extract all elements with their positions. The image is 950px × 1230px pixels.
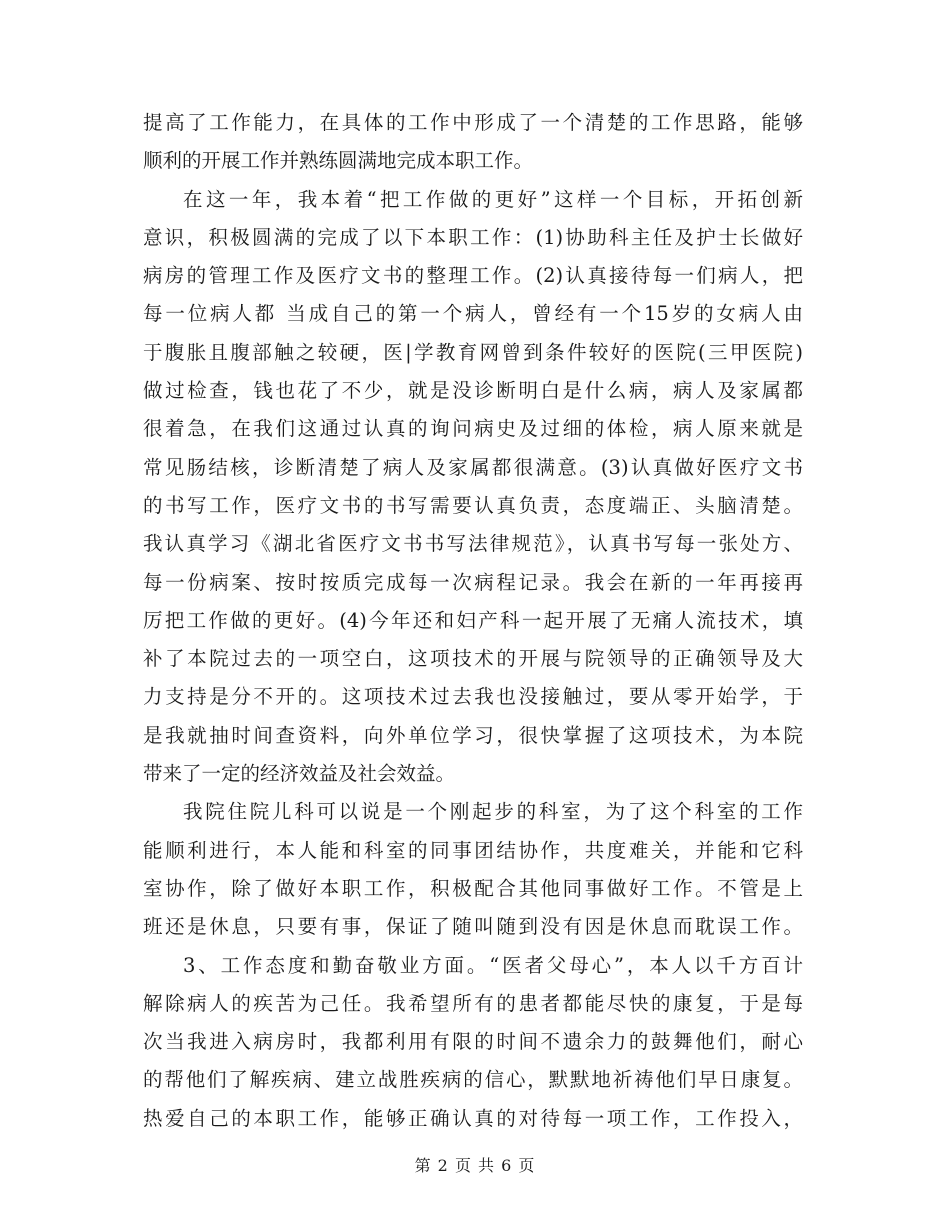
text-line-content: 班还是休息，只要有事，保证了随叫随到没有因是休息而耽误工作。 — [143, 915, 803, 939]
text-line-content: 的帮他们了解疾病、建立战胜疾病的信心，默默地祈祷他们早日康复。 — [143, 1068, 803, 1092]
text-line-content: 热爱自己的本职工作，能够正确认真的对待每一项工作，工作投入， — [143, 1106, 803, 1130]
document-body — [143, 104, 803, 1138]
text-line — [143, 1100, 803, 1138]
text-line — [143, 947, 803, 985]
text-line — [143, 1023, 803, 1061]
text-line — [143, 564, 803, 602]
text-line-content: 室协作，除了做好本职工作，积极配合其他同事做好工作。不管是上 — [143, 876, 803, 900]
text-line — [143, 104, 803, 142]
text-line — [143, 832, 803, 870]
text-line — [143, 793, 803, 831]
text-line — [143, 870, 803, 908]
text-line-content: 在这一年，我本着“把工作做的更好”这样一个目标，开拓创新 — [183, 187, 803, 211]
text-line — [143, 372, 803, 410]
text-line — [143, 257, 803, 295]
text-line-content: 每一份病案、按时按质完成每一次病程记录。我会在新的一年再接再 — [143, 570, 803, 594]
text-line — [143, 602, 803, 640]
text-line-content: 带来了一定的经济效益及社会效益。 — [143, 762, 456, 786]
text-line-content: 顺利的开展工作并熟练圆满地完成本职工作。 — [143, 149, 534, 173]
text-line-content: 我院住院儿科可以说是一个刚起步的科室，为了这个科室的工作 — [183, 800, 803, 824]
text-line — [143, 487, 803, 525]
text-line — [143, 525, 803, 563]
text-line-content: 做过检查，钱也花了不少，就是没诊断明白是什么病，病人及家属都 — [143, 379, 803, 403]
text-line — [143, 755, 803, 793]
text-line — [143, 181, 803, 219]
text-line-content: 的书写工作，医疗文书的书写需要认真负责，态度端正、头脑清楚。 — [143, 493, 803, 517]
text-line-content: 3、工作态度和勤奋敬业方面。“医者父母心”，本人以千方百计 — [183, 953, 803, 977]
text-line-content: 病房的管理工作及医疗文书的整理工作。(2)认真接待每一们病人，把 — [143, 264, 803, 288]
text-line — [143, 908, 803, 946]
text-line-content: 能顺利进行，本人能和科室的同事团结协作，共度难关，并能和它科 — [143, 838, 803, 862]
text-line-content: 是我就抽时间查资料，向外单位学习，很快掌握了这项技术，为本院 — [143, 723, 803, 747]
text-line-content: 于腹胀且腹部触之较硬，医|学教育网曾到条件较好的医院(三甲医院) — [143, 340, 803, 364]
text-line — [143, 142, 803, 180]
text-line-content: 补了本院过去的一项空白，这项技术的开展与院领导的正确领导及大 — [143, 647, 803, 671]
text-line-content: 力支持是分不开的。这项技术过去我也没接触过，要从零开始学，于 — [143, 685, 803, 709]
text-line — [143, 678, 803, 716]
text-line — [143, 334, 803, 372]
text-line — [143, 640, 803, 678]
text-line-content: 常见肠结核，诊断清楚了病人及家属都很满意。(3)认真做好医疗文书 — [143, 455, 803, 479]
text-line-content: 解除病人的疾苦为己任。我希望所有的患者都能尽快的康复，于是每 — [143, 991, 803, 1015]
text-line — [143, 410, 803, 448]
text-line — [143, 717, 803, 755]
text-line — [143, 219, 803, 257]
text-line-content: 很着急，在我们这通过认真的询问病史及过细的体检，病人原来就是 — [143, 417, 803, 441]
text-line-content: 厉把工作做的更好。(4)今年还和妇产科一起开展了无痛人流技术，填 — [143, 608, 803, 632]
text-line-content: 提高了工作能力，在具体的工作中形成了一个清楚的工作思路，能够 — [143, 111, 803, 134]
text-line-content: 意识，积极圆满的完成了以下本职工作：(1)协助科主任及护士长做好 — [143, 225, 803, 249]
text-line — [143, 295, 803, 333]
text-line-content: 次当我进入病房时，我都利用有限的时间不遗余力的鼓舞他们，耐心 — [143, 1030, 803, 1054]
page-footer: 第 2 页 共 6 页 — [414, 1156, 536, 1175]
text-line — [143, 449, 803, 487]
text-line-content: 我认真学习《湖北省医疗文书书写法律规范》，认真书写每一张处方、 — [143, 532, 803, 556]
text-line — [143, 1061, 803, 1099]
text-line — [143, 985, 803, 1023]
text-line-content: 每一位病人都 当成自己的第一个病人，曾经有一个15岁的女病人由 — [143, 302, 803, 326]
